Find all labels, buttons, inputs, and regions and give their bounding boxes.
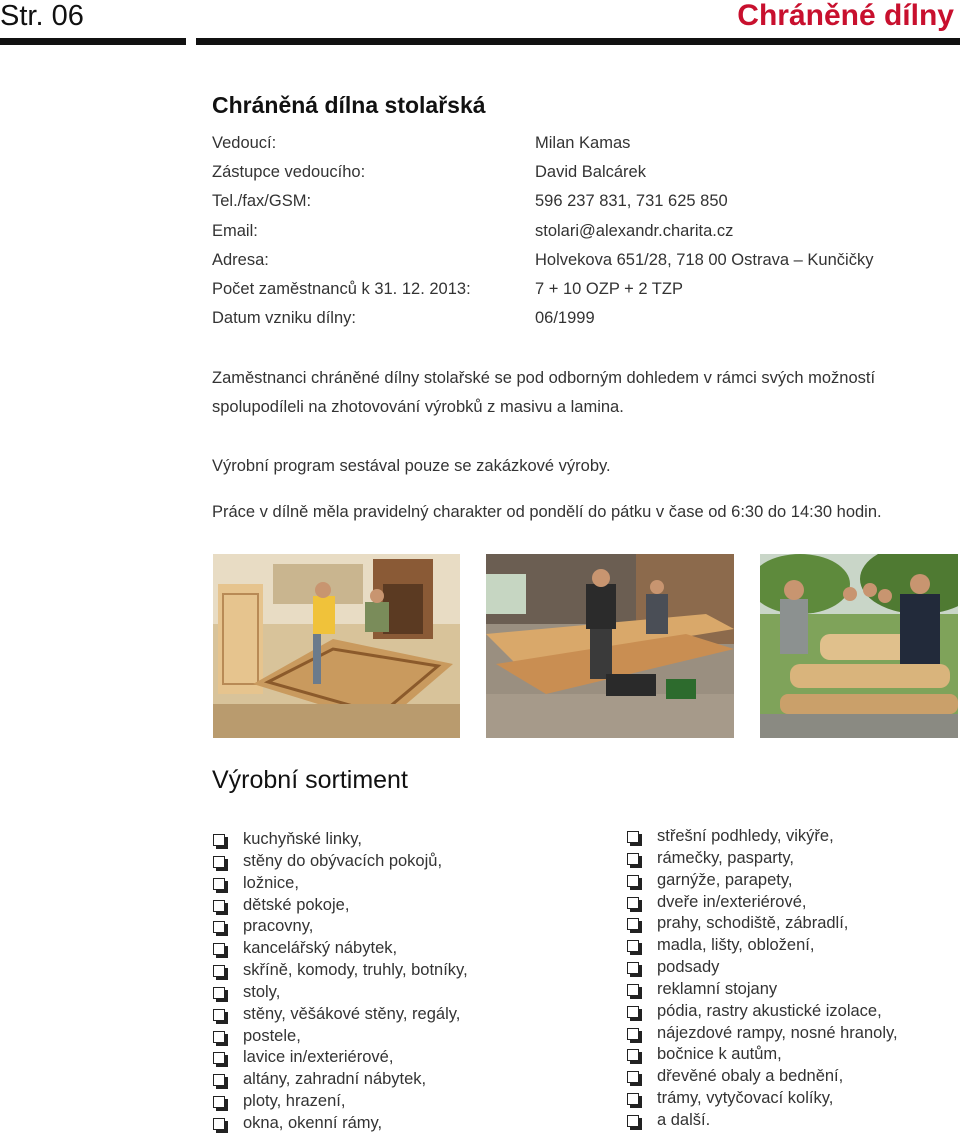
workshop-photo [486,554,734,738]
checkbox-icon [213,965,225,977]
schedule-paragraph: Práce v dílně měla pravidelný charakter od pondělí do pátku v čase od 6:30 do 14:30 hodin. [212,503,882,521]
checkbox-icon [627,962,639,974]
info-row-founded [212,305,952,334]
header-rule-right [196,38,960,45]
program-paragraph: Výrobní program sestával pouze se zakázkové výroby. [212,457,611,475]
checkbox-icon [627,1049,639,1061]
info-row-deputy [212,159,952,188]
checkbox-icon [627,918,639,930]
checkbox-icon [627,1071,639,1083]
checkbox-icon [627,1028,639,1040]
workshop-photo [760,554,958,738]
info-value: 7 + 10 OZP + 2 TZP [535,279,683,298]
checkbox-icon [627,831,639,843]
info-label: Datum vzniku dílny: [212,309,356,328]
checkbox-icon [213,1009,225,1021]
info-row-email [212,218,952,247]
checkbox-icon [627,853,639,865]
workshop-info-table [212,130,952,334]
checkbox-icon [627,897,639,909]
info-value: 596 237 831, 731 625 850 [535,192,728,211]
email-link[interactable]: stolari@alexandr.charita.cz [535,221,734,240]
info-value: Milan Kamas [535,134,631,152]
checkbox-icon [627,875,639,887]
checkbox-icon [213,878,225,890]
checkbox-icon [213,1031,225,1043]
checkbox-icon [213,1096,225,1108]
info-label: Tel./fax/GSM: [212,192,312,211]
checkbox-icon [213,943,225,955]
info-row-employees [212,276,952,305]
checkbox-icon [627,1115,639,1127]
checkbox-icon [213,856,225,868]
checkbox-icon [213,834,225,846]
info-row-manager [212,130,952,159]
checkbox-icon [627,1006,639,1018]
info-row-address [212,247,952,276]
info-label: Adresa: [212,250,269,269]
checkbox-icon [213,1074,225,1086]
workshop-title: Chráněná dílna stolařská [212,92,486,118]
checkbox-icon [627,984,639,996]
checkbox-icon [213,1118,225,1130]
info-label: Email: [212,221,258,240]
workshop-photo [213,554,460,738]
checkbox-icon [627,940,639,952]
page-number: Str. 06 [0,0,84,32]
checkbox-icon [213,1052,225,1064]
info-label: Zástupce vedoucího: [212,163,366,182]
info-value: 06/1999 [535,309,595,328]
assortment-title: Výrobní sortiment [212,766,408,794]
checkbox-icon [627,1093,639,1105]
info-value: David Balcárek [535,163,646,182]
checkbox-icon [213,921,225,933]
description-paragraph: Zaměstnanci chráněné dílny stolařské se pod odborným dohledem v rámci svých možností spolupodíleli na zhotovování výrobků z masivu a lamina. [212,369,876,416]
info-label: Počet zaměstnanců k 31. 12. 2013: [212,279,471,298]
info-label: Vedoucí: [212,134,277,152]
info-value: Holvekova 651/28, 718 00 Ostrava – Kunčičky [535,250,874,269]
checkbox-icon [213,987,225,999]
checkbox-icon [213,900,225,912]
section-heading: Chráněné dílny [737,0,954,32]
header-rule-left [0,38,186,45]
info-row-phone [212,188,952,217]
